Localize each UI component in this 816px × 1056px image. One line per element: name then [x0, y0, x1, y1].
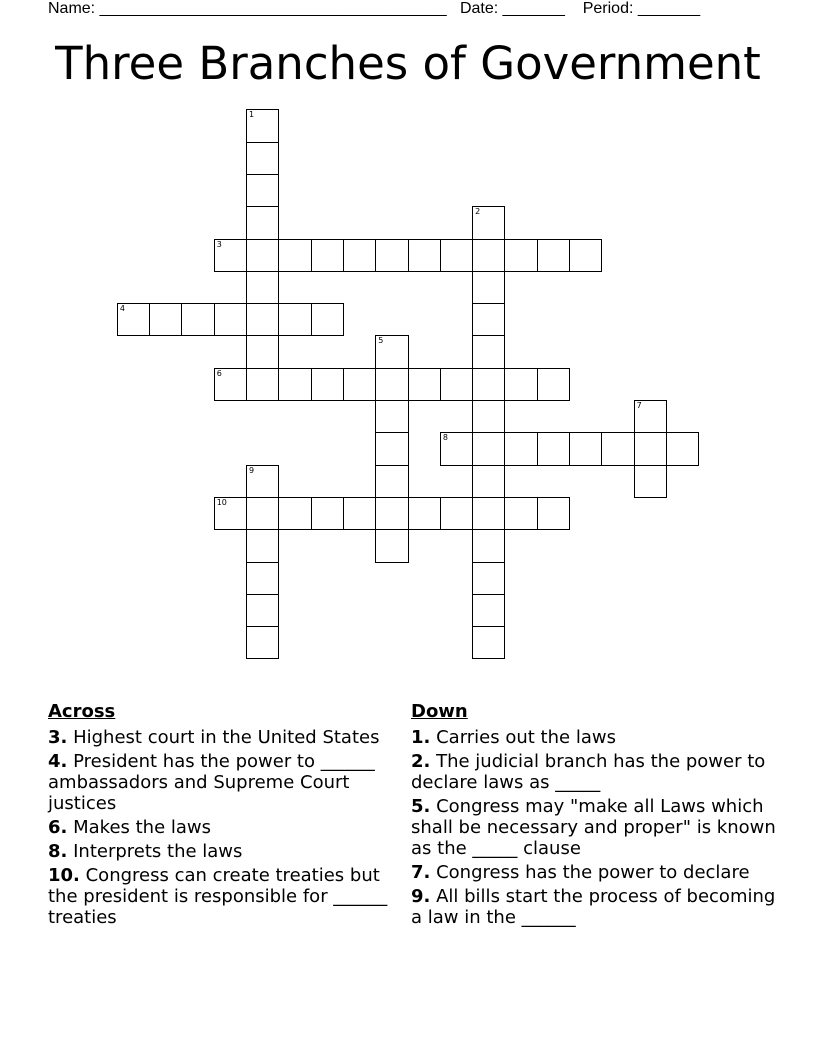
- grid-cell[interactable]: [246, 142, 279, 175]
- clue-number: 9: [249, 465, 255, 475]
- grid-cell[interactable]: [311, 303, 344, 336]
- grid-cell[interactable]: [634, 465, 667, 498]
- grid-cell[interactable]: [472, 271, 505, 304]
- across-clues: [48, 701, 393, 931]
- grid-cell[interactable]: [214, 239, 247, 272]
- grid-cell[interactable]: [472, 432, 505, 465]
- period-field-label: Period: _______: [582, 0, 701, 17]
- grid-cell[interactable]: [472, 206, 505, 239]
- grid-cell[interactable]: [440, 432, 473, 465]
- grid-cell[interactable]: [472, 239, 505, 272]
- grid-cell[interactable]: [537, 432, 570, 465]
- grid-cell[interactable]: [246, 368, 279, 401]
- grid-cell[interactable]: [537, 497, 570, 530]
- grid-cell[interactable]: [601, 432, 634, 465]
- grid-cell[interactable]: [375, 432, 408, 465]
- grid-cell[interactable]: [375, 465, 408, 498]
- grid-cell[interactable]: [634, 400, 667, 433]
- grid-cell[interactable]: [504, 432, 537, 465]
- clue-number: 5: [378, 336, 384, 346]
- grid-cell[interactable]: [246, 239, 279, 272]
- grid-cell[interactable]: [246, 206, 279, 239]
- grid-cell[interactable]: [246, 174, 279, 207]
- grid-cell[interactable]: [246, 335, 279, 368]
- grid-cell[interactable]: [408, 497, 441, 530]
- header-fields: [48, 0, 700, 18]
- grid-cell[interactable]: [504, 368, 537, 401]
- grid-cell[interactable]: [311, 239, 344, 272]
- grid-cell[interactable]: [375, 368, 408, 401]
- grid-cell[interactable]: [278, 303, 311, 336]
- grid-cell[interactable]: [343, 368, 376, 401]
- grid-cell[interactable]: [246, 465, 279, 498]
- down-clues: [411, 701, 781, 931]
- grid-cell[interactable]: [408, 239, 441, 272]
- grid-cell[interactable]: [246, 109, 279, 142]
- grid-cell[interactable]: [214, 497, 247, 530]
- grid-cell[interactable]: [375, 335, 408, 368]
- down-heading: Down: [411, 701, 468, 722]
- grid-cell[interactable]: [408, 368, 441, 401]
- clue-down-1: 1. Carries out the laws: [411, 727, 616, 748]
- grid-cell[interactable]: [472, 303, 505, 336]
- grid-cell[interactable]: [472, 368, 505, 401]
- clue-number: 10: [216, 497, 227, 507]
- clue-across-3: 3. Highest court in the United States: [48, 727, 380, 748]
- grid-cell[interactable]: [504, 239, 537, 272]
- grid-cell[interactable]: [117, 303, 150, 336]
- page-title: Three Branches of Government: [55, 37, 761, 90]
- grid-cell[interactable]: [666, 432, 699, 465]
- grid-cell[interactable]: [440, 368, 473, 401]
- grid-cell[interactable]: [472, 335, 505, 368]
- grid-cell[interactable]: [634, 432, 667, 465]
- grid-cell[interactable]: [278, 368, 311, 401]
- grid-cell[interactable]: [569, 239, 602, 272]
- grid-cell[interactable]: [246, 271, 279, 304]
- grid-cell[interactable]: [278, 239, 311, 272]
- grid-cell[interactable]: [246, 562, 279, 595]
- grid-cell[interactable]: [311, 497, 344, 530]
- clue-number: 3: [216, 239, 222, 249]
- clue-number: 4: [119, 304, 125, 314]
- grid-cell[interactable]: [472, 594, 505, 627]
- grid-cell[interactable]: [246, 497, 279, 530]
- grid-cell[interactable]: [343, 239, 376, 272]
- grid-cell[interactable]: [537, 368, 570, 401]
- grid-cell[interactable]: [472, 465, 505, 498]
- clue-across-6: 6. Makes the laws: [48, 817, 212, 838]
- clue-number: 1: [249, 110, 255, 120]
- grid-cell[interactable]: [537, 239, 570, 272]
- clue-number: 8: [442, 433, 448, 443]
- grid-cell[interactable]: [375, 239, 408, 272]
- clue-down-5: 5. Congress may "make all Laws which shall be necessary and proper" is known as the _____ clause: [411, 796, 776, 859]
- grid-cell[interactable]: [472, 497, 505, 530]
- grid-cell[interactable]: [214, 368, 247, 401]
- grid-cell[interactable]: [343, 497, 376, 530]
- grid-cell[interactable]: [149, 303, 182, 336]
- grid-cell[interactable]: [214, 303, 247, 336]
- clue-down-9: 9. All bills start the process of becoming a law in the ______: [411, 886, 776, 928]
- name-field-label: Name: _______________________________________: [48, 0, 447, 17]
- date-field-label: Date: _______: [459, 0, 565, 17]
- grid-cell[interactable]: [246, 626, 279, 659]
- grid-cell[interactable]: [181, 303, 214, 336]
- grid-cell[interactable]: [311, 368, 344, 401]
- clue-number: 2: [475, 207, 481, 217]
- grid-cell[interactable]: [440, 497, 473, 530]
- grid-cell[interactable]: [472, 529, 505, 562]
- grid-cell[interactable]: [246, 594, 279, 627]
- grid-cell[interactable]: [569, 432, 602, 465]
- clue-across-10: 10. Congress can create treaties but the president is responsible for ______ treaties: [48, 865, 388, 928]
- across-heading: Across: [48, 701, 116, 722]
- clue-across-8: 8. Interprets the laws: [48, 841, 243, 862]
- clue-across-4: 4. President has the power to ______ ambassadors and Supreme Court justices: [48, 751, 375, 814]
- grid-cell[interactable]: [472, 626, 505, 659]
- grid-cell[interactable]: [246, 303, 279, 336]
- grid-cell[interactable]: [375, 497, 408, 530]
- clue-number: 6: [216, 368, 222, 378]
- clue-number: 7: [636, 401, 642, 410]
- clue-down-2: 2. The judicial branch has the power to declare laws as _____: [411, 751, 766, 793]
- grid-cell[interactable]: [246, 529, 279, 562]
- grid-cell[interactable]: [278, 497, 311, 530]
- grid-cell[interactable]: [375, 529, 408, 562]
- grid-cell[interactable]: [472, 400, 505, 433]
- grid-cell[interactable]: [440, 239, 473, 272]
- grid-cell[interactable]: [504, 497, 537, 530]
- clue-down-7: 7. Congress has the power to declare: [411, 862, 750, 883]
- grid-cell[interactable]: [472, 562, 505, 595]
- grid-cell[interactable]: [375, 400, 408, 433]
